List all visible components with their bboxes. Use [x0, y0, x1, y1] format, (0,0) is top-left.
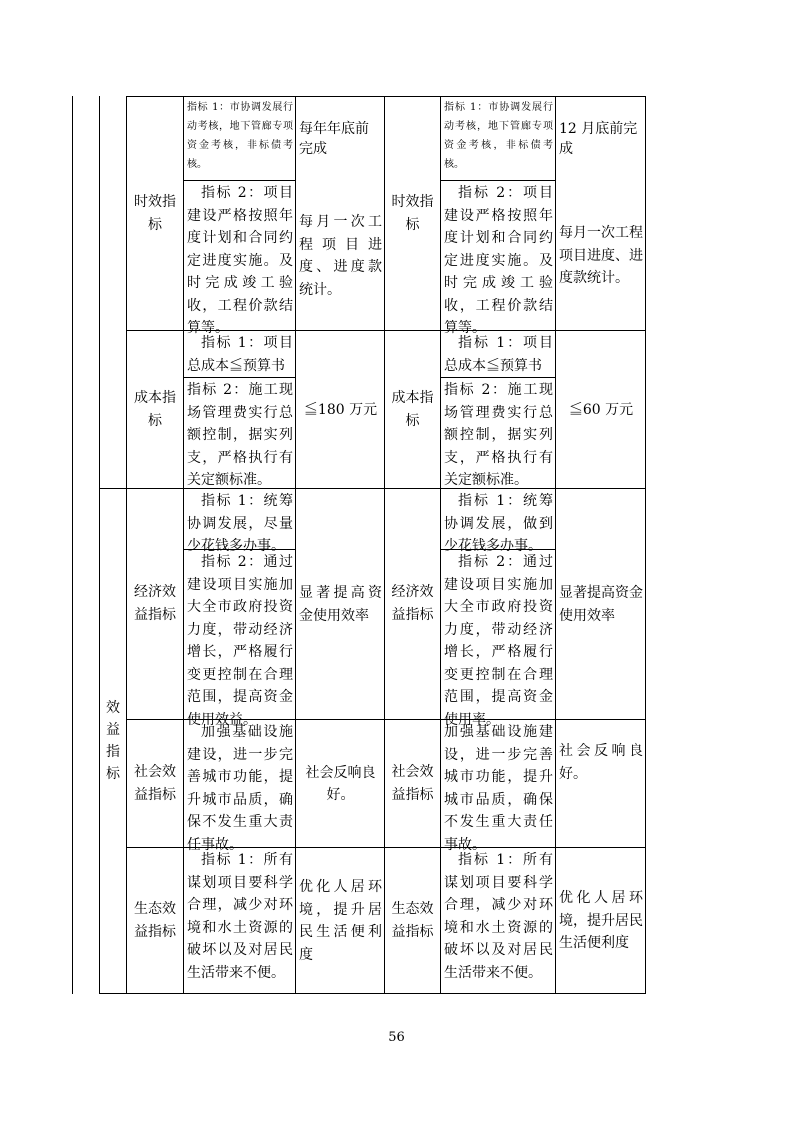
economic-right-indicator-1: 指标 1：统筹协调发展，做到少花钱多办事。	[444, 493, 553, 554]
social-left-name: 社会效益指标	[134, 763, 176, 803]
cost-left-indicator-2: 指标 2：施工现场管理费实行总额控制，据实列支，严格执行有关定额标准。	[187, 382, 293, 488]
social-right-value: 社会反响良好。	[559, 743, 643, 782]
social-left-indicator: 加强基础设施建设，进一步完善城市功能，提升城市品质，确保不发生重大责任事故。	[187, 724, 293, 853]
cost-left-name: 成本指标	[134, 389, 176, 429]
social-right-indicator: 加强基础设施建设，进一步完善城市功能，提升城市品质，确保不发生重大责任事故。	[444, 724, 553, 853]
timeliness-left-value-1: 每年年底前完成	[299, 120, 369, 157]
timeliness-left-indicator-2: 指标 2：项目建设严格按照年度计划和合同约定进度实施。及时完成竣工验收，工程价款结算等。	[187, 185, 293, 336]
timeliness-left-name: 时效指标	[134, 193, 176, 233]
economic-right-indicator-2: 指标 2：通过建设项目实施加大全市政府投资力度，带动经济增长，严格履行变更控制在合理范围，提高资金使用率。	[444, 554, 553, 728]
timeliness-right-value-1: 12 月底前完成	[559, 120, 638, 157]
cost-left-value: ≦180 万元	[303, 401, 378, 418]
economic-left-value: 显著提高资金使用效率	[299, 585, 382, 624]
table-border	[72, 96, 73, 994]
timeliness-right-indicator-2: 指标 2：项目建设严格按照年度计划和合同约定进度实施。及时完成竣工验收，工程价款结算等。	[444, 185, 553, 336]
category-label	[100, 489, 126, 993]
timeliness-left-indicator-1: 指标 1：市协调发展行动考核，地下管廊专项资金考核，非标债考核。	[187, 102, 293, 170]
page-number: 56	[388, 1030, 405, 1045]
economic-right-name: 经济效益指标	[391, 584, 434, 623]
ecological-right-indicator: 指标 1：所有谋划项目要科学合理，减少对环境和水土资源的破坏以及对居民生活带来不便。	[444, 852, 553, 981]
timeliness-right-value-2: 每月一次工程项目进度、进度款统计。	[559, 225, 643, 287]
social-right-name: 社会效益指标	[391, 763, 434, 803]
cost-right-name: 成本指标	[391, 389, 434, 429]
economic-left-indicator-2: 指标 2：通过建设项目实施加大全市政府投资力度，带动经济增长，严格履行变更控制在合理范围，提高资金使用效益。	[187, 554, 293, 728]
economic-left-indicator-1: 指标 1：统筹协调发展，尽量少花钱多办事。	[187, 493, 293, 554]
ecological-right-name: 生态效益指标	[391, 900, 434, 940]
social-left-value: 社会反响良好。	[305, 764, 376, 803]
economic-right-value: 显著提高资金使用效率	[559, 585, 643, 624]
cost-right-value: ≦60 万元	[568, 401, 634, 418]
timeliness-right-indicator-1: 指标 1：市协调发展行动考核，地下管廊专项资金考核，非标债考核。	[444, 102, 553, 170]
cost-left-indicator-1: 指标 1：项目总成本≦预算书	[187, 335, 293, 374]
ecological-left-value: 优化人居环境，提升居民生活便利度	[299, 879, 382, 963]
cost-right-indicator-2: 指标 2：施工现场管理费实行总额控制，据实列支，严格执行有关定额标准。	[444, 382, 553, 488]
ecological-left-name: 生态效益指标	[134, 900, 176, 940]
cost-right-indicator-1: 指标 1：项目总成本≦预算书	[444, 335, 553, 374]
table-border	[99, 993, 646, 994]
ecological-right-value: 优化人居环境，提升居民生活便利度	[559, 890, 643, 952]
category-label-text: 效益指标	[106, 700, 120, 782]
economic-left-name: 经济效益指标	[134, 584, 176, 623]
table-border	[645, 96, 646, 994]
ecological-left-indicator: 指标 1：所有谋划项目要科学合理，减少对环境和水土资源的破坏以及对居民生活带来不便。	[187, 852, 293, 981]
timeliness-left-value-2: 每月一次工程项目进度、进度款统计。	[299, 214, 382, 298]
timeliness-right-name: 时效指标	[391, 193, 434, 233]
